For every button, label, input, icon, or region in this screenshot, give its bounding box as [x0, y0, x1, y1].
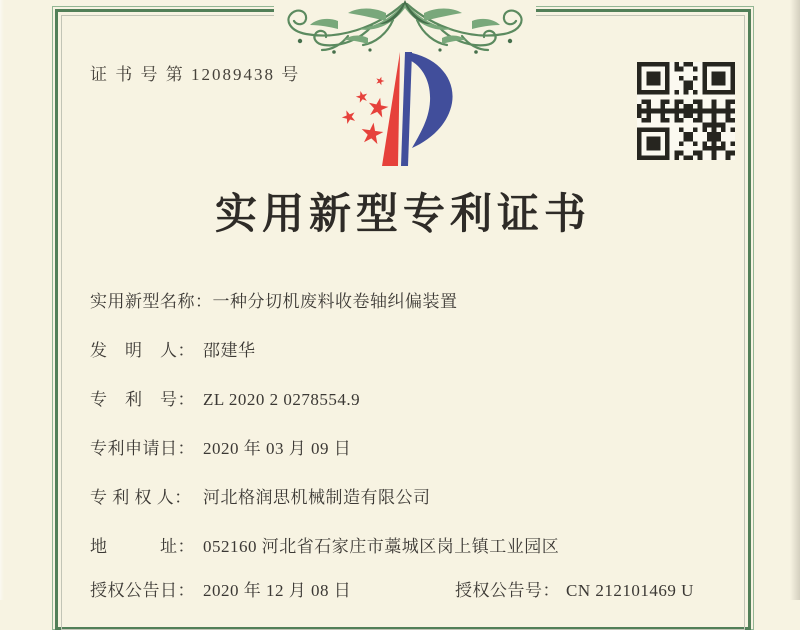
- field-label: 地 址：: [90, 537, 195, 556]
- field-row-address: [90, 532, 559, 557]
- field-row-inventor: [90, 336, 256, 361]
- page-edge-left: [0, 0, 4, 600]
- field-label: 专 利 权 人：: [90, 488, 192, 507]
- field-value: 2020 年 03 月 09 日: [203, 439, 352, 458]
- page-edge-right: [790, 0, 800, 600]
- cnipa-patent-logo-icon: [332, 45, 472, 173]
- field-value: 一种分切机废料收卷轴纠偏装置: [212, 292, 458, 311]
- field-row-utility-model-name: [90, 287, 458, 312]
- field-row-patentee: [90, 483, 431, 508]
- field-value: 2020 年 12 月 08 日: [203, 581, 352, 600]
- certificate-number: 证 书 号 第 12089438 号: [90, 65, 301, 84]
- qr-code-icon: [637, 62, 735, 160]
- field-value: CN 212101469 U: [566, 581, 694, 600]
- grant-number-group: [455, 576, 694, 601]
- field-value: 河北格润思机械制造有限公司: [203, 488, 431, 507]
- field-row-filing-date: [90, 434, 351, 459]
- field-label: 实用新型名称：: [90, 292, 213, 311]
- field-label: 授权公告号：: [455, 581, 560, 600]
- field-label: 专 利 号：: [90, 390, 195, 409]
- field-label: 授权公告日：: [90, 581, 195, 600]
- field-value: 052160 河北省石家庄市藁城区岗上镇工业园区: [203, 537, 560, 556]
- field-row-grant-date-and-number: [90, 576, 694, 601]
- field-label: 专利申请日：: [90, 439, 195, 458]
- field-row-patent-number: [90, 385, 360, 410]
- field-value: ZL 2020 2 0278554.9: [203, 390, 361, 409]
- field-value: 邵建华: [203, 341, 256, 360]
- certificate-title: 实用新型专利证书: [214, 192, 591, 238]
- field-label: 发 明 人：: [90, 341, 195, 360]
